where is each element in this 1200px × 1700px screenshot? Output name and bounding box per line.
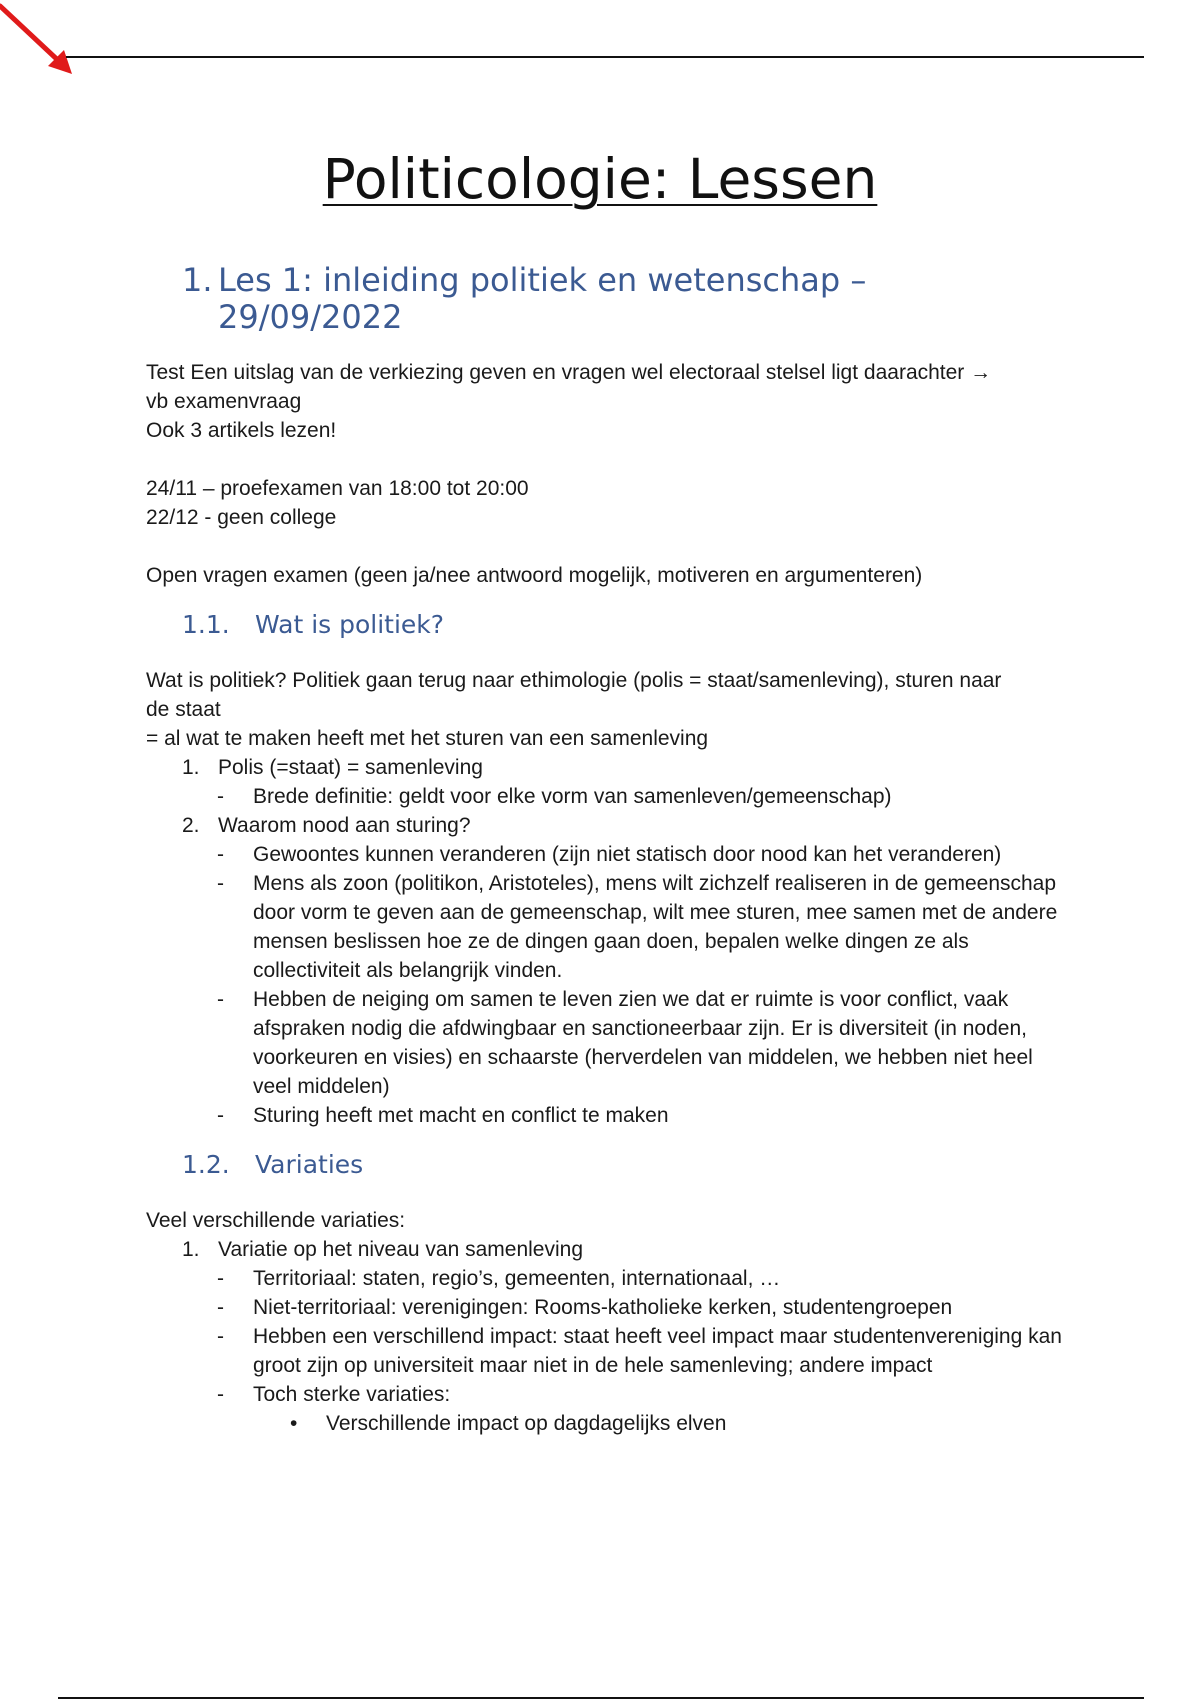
- red-arrow-annotation-icon: [0, 0, 80, 80]
- section-heading-1-2: [182, 1148, 1066, 1182]
- subsection-heading-text: Variaties: [255, 1150, 364, 1179]
- numbered-list-item: 1. Variatie op het niveau van samenleving: [182, 1238, 584, 1261]
- dash-list-item: - Mens als zoon (politikon, Aristoteles), mens wilt zichzelf realiseren in de gemeenschap door vorm te geven aan de gemeenschap, wilt mee sturen, mee samen met de andere mensen beslissen hoe ze de dingen gaan doen, bepalen welke dingen ze als collectiviteit als belangrijk vinden.: [217, 872, 1058, 982]
- section-heading-1: [182, 262, 1066, 336]
- dash-list-item: - Niet-territoriaal: verenigingen: Rooms-katholieke kerken, studentengroepen: [217, 1296, 953, 1319]
- page-title: Politicologie: Lessen: [322, 147, 878, 211]
- numbered-list-item: 2. Waarom nood aan sturing?: [182, 814, 471, 837]
- dash-list-item: - Sturing heeft met macht en conflict te maken: [217, 1104, 669, 1127]
- date-line: 22/12 - geen college: [146, 506, 337, 529]
- dash-list-item: - Toch sterke variaties:: [217, 1383, 451, 1406]
- footer-rule: [58, 1697, 1144, 1699]
- intro-line: vb examenvraag: [146, 390, 302, 413]
- intro-line: Ook 3 artikels lezen!: [146, 419, 337, 442]
- paragraph-line: Veel verschillende variaties:: [146, 1209, 406, 1232]
- paragraph-line: = al wat te maken heeft met het sturen van een samenleving: [146, 727, 709, 750]
- header-rule: [66, 56, 1144, 58]
- dash-list-item: - Gewoontes kunnen veranderen (zijn niet statisch door nood kan het veranderen): [217, 843, 1002, 866]
- subsection-number: 1.2.: [182, 1150, 230, 1179]
- date-line: 24/11 – proefexamen van 18:00 tot 20:00: [146, 477, 529, 500]
- exam-note: Open vragen examen (geen ja/nee antwoord mogelijk, motiveren en argumenteren): [146, 564, 923, 587]
- document-body: [146, 262, 1066, 1438]
- intro-line: Test Een uitslag van de verkiezing geven en vragen wel electoraal stelsel ligt daarachter →: [146, 361, 992, 384]
- dash-list-item: - Hebben de neiging om samen te leven zien we dat er ruimte is voor conflict, vaak afspraken nodig die afdwingbaar en sanctioneerbaar zijn. Er is diversiteit (in noden, voorkeuren en visies) en schaarste (herverdelen van middelen, we hebben niet heel veel middelen): [217, 988, 1033, 1098]
- subsection-number: 1.1.: [182, 610, 230, 639]
- section-heading-date: 29/09/2022: [218, 298, 403, 336]
- section-number: 1.: [182, 261, 213, 299]
- subsection-heading-text: Wat is politiek?: [255, 610, 445, 639]
- dash-list-item: - Brede definitie: geldt voor elke vorm van samenleven/gemeenschap): [217, 785, 892, 808]
- numbered-list-item: 1. Polis (=staat) = samenleving: [182, 756, 483, 779]
- dash-list-item: - Hebben een verschillend impact: staat heeft veel impact maar studentenvereniging kan groot zijn op universiteit maar niet in de hele samenleving; andere impact: [217, 1325, 1062, 1377]
- section-heading-text: Les 1: inleiding politiek en wetenschap –: [218, 261, 867, 299]
- paragraph-line: Wat is politiek? Politiek gaan terug naar ethimologie (polis = staat/samenleving), sturen naar: [146, 669, 1002, 692]
- dash-list-item: - Territoriaal: staten, regio’s, gemeenten, internationaal, …: [217, 1267, 781, 1290]
- bullet-list-item: • Verschillende impact op dagdagelijks elven: [290, 1412, 727, 1435]
- section-heading-1-1: [182, 608, 1066, 642]
- paragraph-line: de staat: [146, 698, 221, 721]
